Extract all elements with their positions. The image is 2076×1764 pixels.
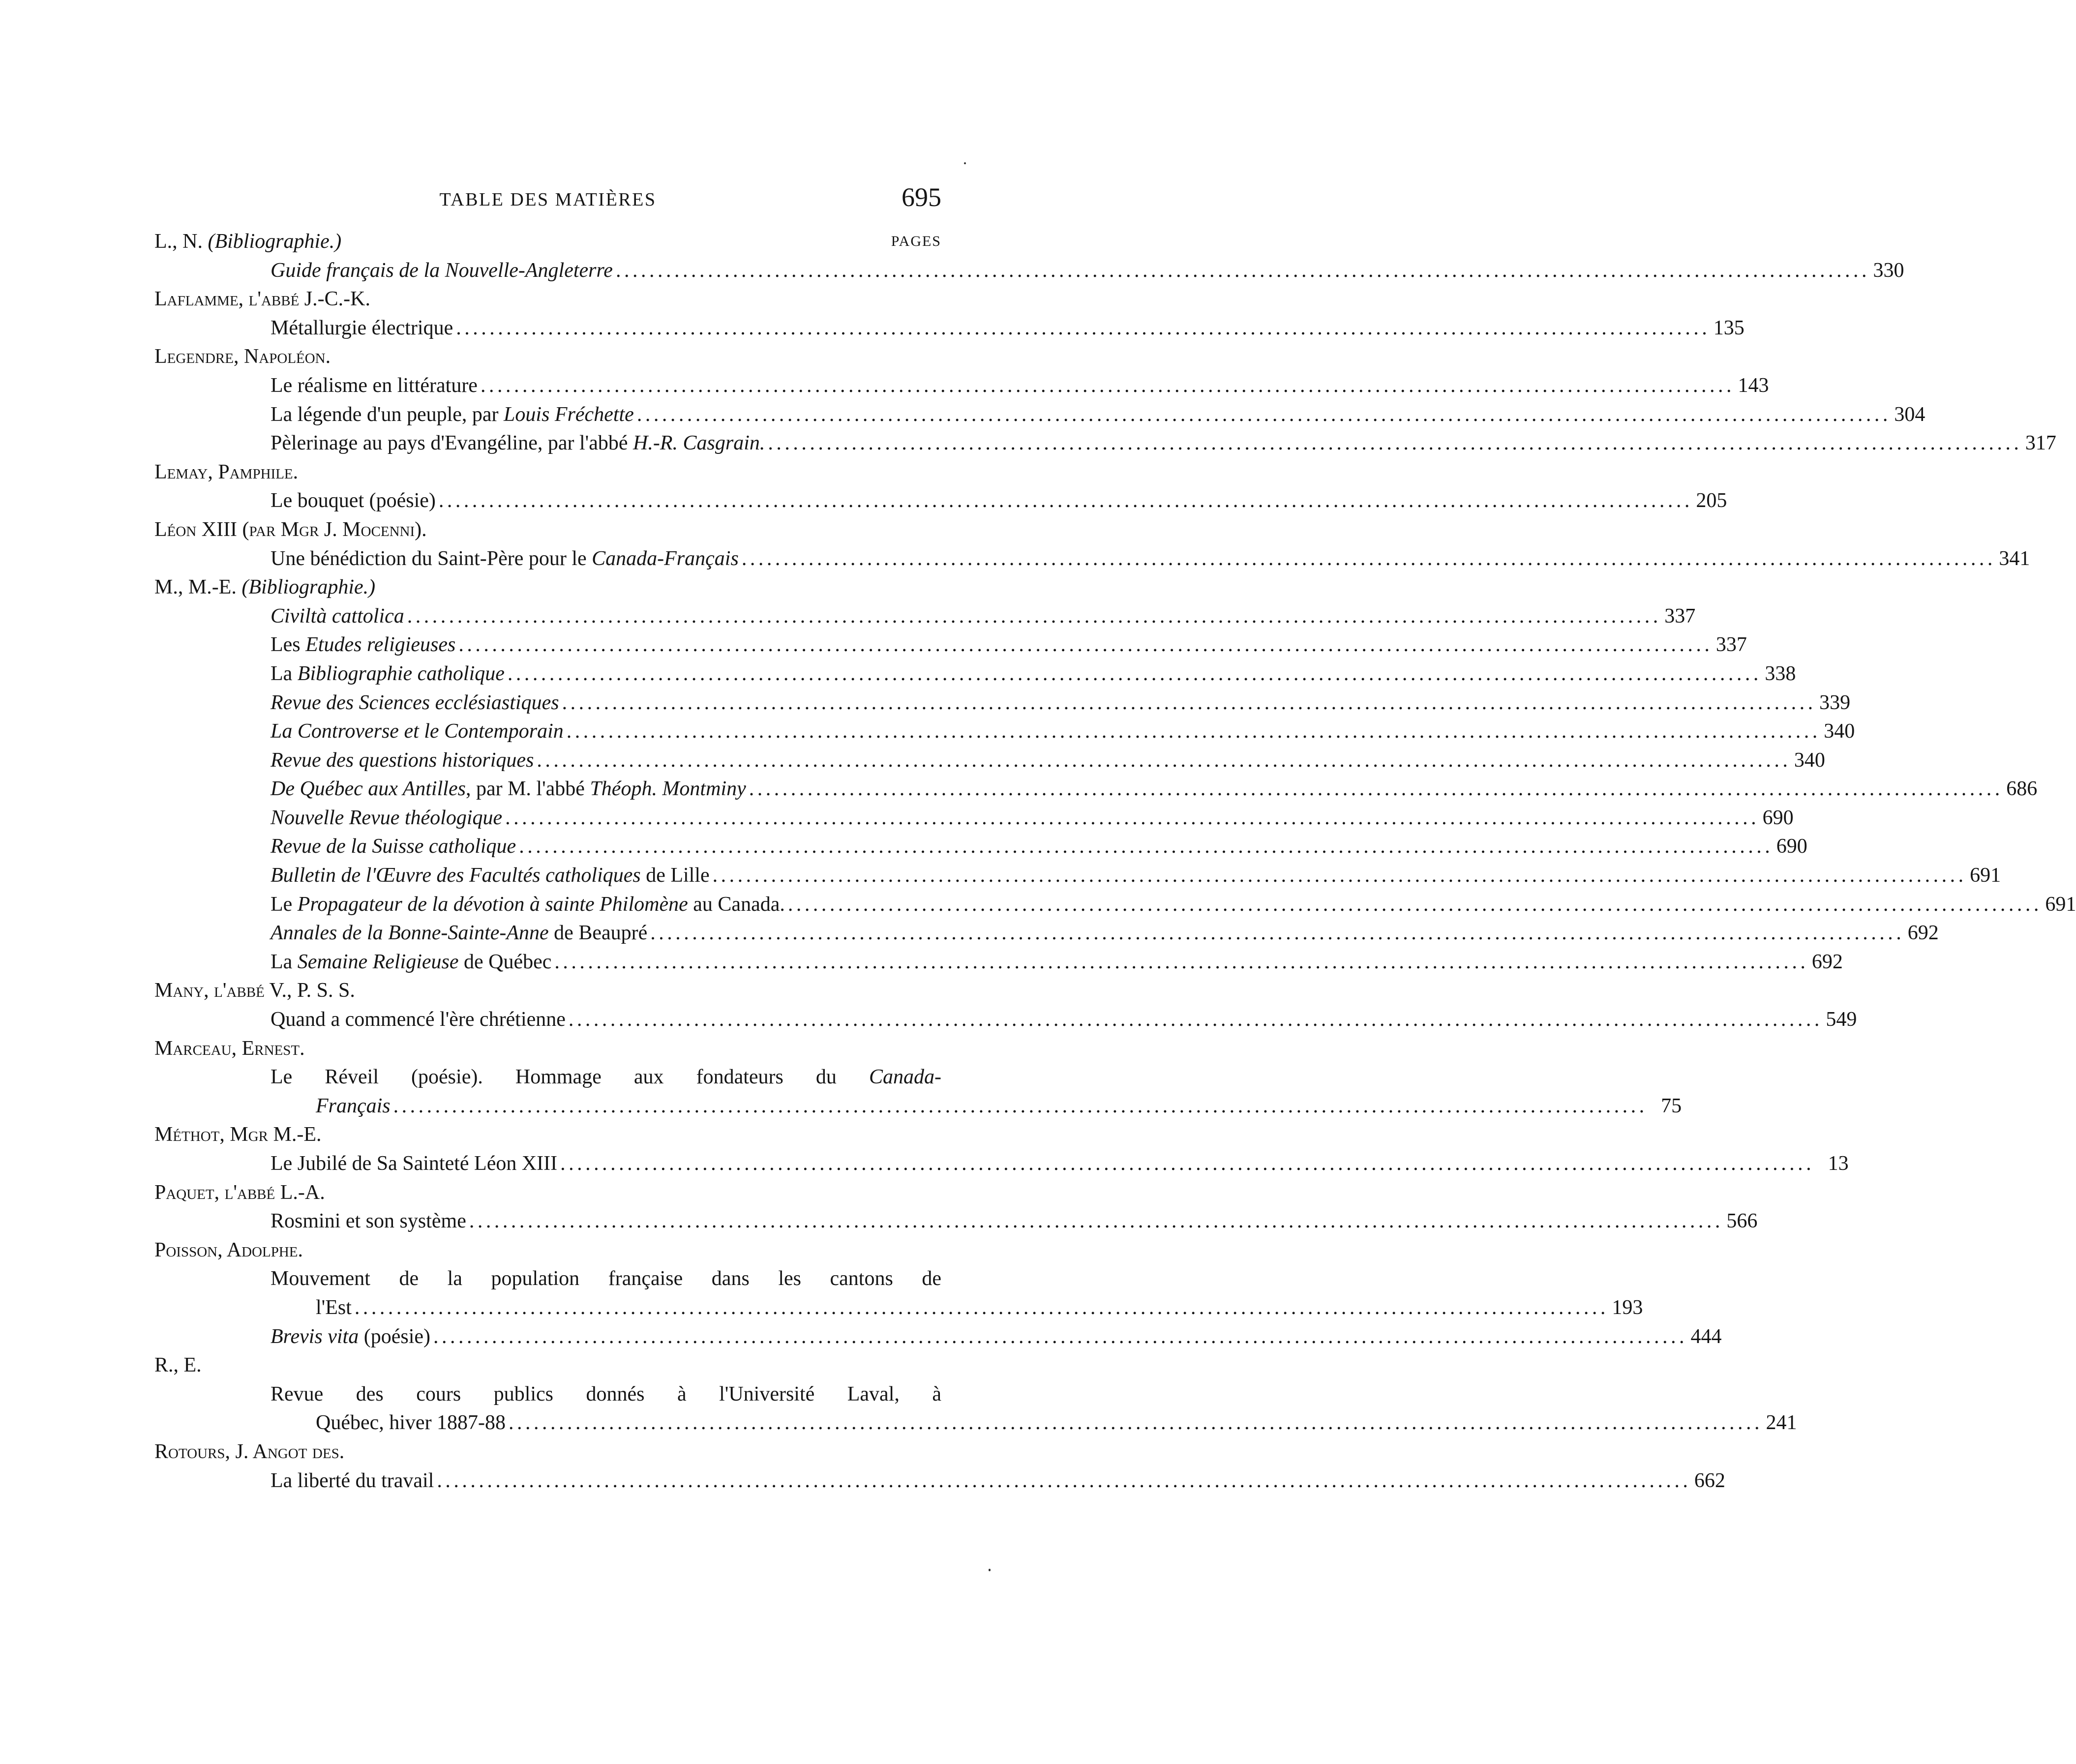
work-title	[271, 544, 739, 573]
author-heading	[154, 227, 941, 256]
work-title-text: Pèlerinage au pays d'Evangéline, par l'abbé	[271, 432, 633, 455]
page-ref: 75	[1661, 1094, 1682, 1117]
toc-row	[154, 400, 1926, 429]
author-heading	[154, 1034, 941, 1063]
dot-leader	[768, 429, 2018, 458]
dot-leader	[567, 717, 1817, 746]
page-ref: 690	[1762, 806, 1794, 829]
work-title-italic: Propagateur de la dévotion à sainte Philomène	[297, 893, 688, 916]
work-title-italic: Canada-Français	[592, 547, 739, 570]
toc-row	[154, 1149, 1849, 1178]
dot-leader	[508, 659, 1758, 688]
work-title	[271, 602, 404, 631]
work-title-text: Les	[271, 633, 306, 657]
page-ref: 691	[2045, 893, 2076, 916]
work-first-line	[154, 1264, 941, 1293]
toc-row	[154, 1322, 1722, 1351]
dot-leader	[537, 746, 1787, 775]
toc-row	[154, 371, 1769, 400]
dot-leader	[439, 486, 1689, 515]
author-name: Lemay, Pamphile.	[154, 460, 299, 483]
work-title	[271, 1207, 466, 1236]
toc-row	[154, 429, 2056, 458]
work-title-text: , par M. l'abbé	[465, 777, 590, 801]
running-title: TABLE DES MATIÈRES	[439, 189, 657, 210]
toc-row	[154, 544, 2030, 573]
work-title-italic: Bulletin de l'Œuvre des Facultés catholiques	[271, 864, 641, 887]
work-title	[271, 1322, 430, 1351]
work-title-text: La liberté du travail	[271, 1469, 434, 1492]
author-heading	[154, 1437, 941, 1466]
work-title-text: La	[271, 950, 298, 973]
page-number: 695	[902, 182, 941, 212]
dot-leader	[560, 1149, 1810, 1178]
dot-leader	[742, 544, 1992, 573]
work-title-text: Métallurgie électrique	[271, 316, 453, 339]
work-title	[271, 659, 505, 688]
author-heading	[154, 285, 941, 314]
work-title	[271, 1005, 566, 1034]
page-ref: 143	[1738, 374, 1769, 397]
dot-leader	[469, 1207, 1719, 1236]
dot-leader	[650, 919, 1900, 948]
page-ref: 341	[1999, 547, 2030, 570]
dot-leader	[519, 832, 1769, 861]
author-heading	[154, 1178, 941, 1207]
work-title	[271, 314, 453, 343]
author-name: Rotours, J. Angot des.	[154, 1440, 345, 1463]
author-name: Laflamme, l'abbé J.-C.-K.	[154, 288, 370, 311]
running-head	[154, 182, 941, 216]
page-ref: 686	[2006, 777, 2038, 801]
dot-leader	[433, 1322, 1684, 1351]
page-ref: 692	[1811, 950, 1843, 973]
work-title	[271, 630, 455, 659]
author-name: Legendre, Napoléon.	[154, 345, 331, 368]
work-title	[271, 948, 551, 977]
work-title	[271, 400, 634, 429]
dot-leader	[788, 890, 2038, 919]
toc-row	[154, 486, 1727, 515]
toc-row	[154, 1466, 1725, 1495]
work-title-text: de Beaupré	[548, 922, 648, 945]
page-ref: 241	[1766, 1411, 1797, 1435]
toc-row	[154, 1092, 1682, 1121]
toc-row	[154, 1293, 1643, 1322]
work-title-italic: Théoph. Montminy	[590, 777, 746, 801]
page-ref: 566	[1726, 1210, 1758, 1233]
author-name: Paquet, l'abbé L.-A.	[154, 1181, 325, 1204]
page-ref: 691	[1970, 864, 2001, 887]
page-ref: 340	[1794, 748, 1825, 772]
work-title-text: au Canada.	[688, 893, 785, 916]
page-ref: 444	[1690, 1325, 1722, 1348]
work-first-line	[154, 1380, 941, 1409]
work-title-text: La légende d'un peuple, par	[271, 403, 504, 426]
page-ref: 304	[1894, 403, 1926, 426]
page-ref: 317	[2025, 432, 2056, 455]
dot-leader	[481, 371, 1731, 400]
work-title-text: Le réalisme en littérature	[271, 374, 478, 397]
toc-row	[154, 256, 1904, 285]
work-title-text: La	[271, 662, 298, 685]
author-heading	[154, 1236, 941, 1265]
work-title	[271, 775, 746, 804]
toc-row	[154, 1207, 1758, 1236]
work-title	[271, 486, 436, 515]
work-title-italic: Etudes religieuses	[305, 633, 456, 657]
work-title-text: (poésie)	[359, 1325, 430, 1348]
page-ref: 135	[1713, 316, 1745, 339]
page-ref: 340	[1824, 720, 1855, 743]
author-name: Poisson, Adolphe.	[154, 1238, 303, 1261]
work-title	[271, 1466, 434, 1495]
toc-page	[154, 182, 2076, 1495]
page-ref: 205	[1696, 489, 1727, 512]
work-title-italic: Guide français de la Nouvelle-Angleterre	[271, 259, 613, 282]
dot-leader	[713, 861, 1963, 890]
work-title-italic: H.-R. Casgrain.	[633, 432, 765, 455]
work-title	[271, 919, 647, 948]
author-name: Many, l'abbé V., P. S. S.	[154, 979, 355, 1002]
toc-row	[154, 314, 1745, 343]
scan-speck	[964, 162, 966, 164]
dot-leader	[458, 630, 1709, 659]
work-title-text: Le	[271, 893, 298, 916]
page-ref: 690	[1776, 835, 1807, 858]
work-title-text: l'Est	[316, 1296, 352, 1319]
page-ref: 338	[1765, 662, 1796, 685]
author-name: R., E.	[154, 1354, 202, 1377]
work-title-text: de Lille	[640, 864, 710, 887]
dot-leader	[393, 1092, 1644, 1121]
toc-row	[154, 717, 1855, 746]
toc-row	[154, 919, 1939, 948]
dot-leader	[749, 775, 1999, 804]
work-title-text: Une bénédiction du Saint-Père pour le	[271, 547, 592, 570]
work-title-text: Le Jubilé de Sa Sainteté Léon XIII	[271, 1152, 558, 1175]
author-name: M., M.-E.	[154, 576, 237, 599]
work-title-text: Le bouquet (poésie)	[271, 489, 436, 512]
work-title	[271, 832, 516, 861]
work-title-italic: Nouvelle Revue théologique	[271, 806, 503, 829]
toc-row	[154, 804, 1794, 833]
author-suffix: (Bibliographie.)	[241, 576, 376, 599]
toc-row	[154, 602, 1696, 631]
work-title-text: Québec, hiver 1887-88	[316, 1411, 506, 1435]
work-first-line	[154, 1063, 941, 1092]
work-title-text: Revue des cours publics donnés à l'Université Laval, à	[271, 1382, 941, 1405]
toc-row	[154, 688, 1851, 718]
author-heading	[154, 976, 941, 1005]
work-title-italic: Brevis vita	[271, 1325, 359, 1348]
author-suffix: (Bibliographie.)	[208, 230, 342, 253]
page-ref: 13	[1828, 1152, 1849, 1175]
page-ref: 330	[1873, 259, 1904, 282]
work-title	[316, 1293, 352, 1322]
toc-row	[154, 659, 1796, 688]
work-title-italic: Louis Fréchette	[504, 403, 634, 426]
work-title-italic: Canada-	[869, 1066, 941, 1089]
toc-entries	[154, 227, 2076, 1495]
author-name: L., N.	[154, 230, 203, 253]
toc-row	[154, 861, 2001, 890]
toc-row	[154, 1408, 1797, 1437]
toc-row	[154, 630, 1747, 659]
work-title-italic: De Québec aux Antilles	[271, 777, 466, 801]
page-ref: 339	[1819, 691, 1851, 714]
work-title	[316, 1092, 391, 1121]
author-heading	[154, 342, 941, 371]
work-title-text: Le Réveil (poésie). Hommage aux fondateurs du	[271, 1066, 869, 1089]
work-title-text: Mouvement de la population française dans les cantons de	[271, 1267, 941, 1290]
dot-leader	[637, 400, 1887, 429]
work-title	[271, 804, 502, 833]
dot-leader	[407, 602, 1657, 631]
toc-row	[154, 832, 1807, 861]
author-heading	[154, 1351, 941, 1380]
page-ref: 662	[1694, 1469, 1725, 1492]
author-name: Marceau, Ernest.	[154, 1037, 305, 1060]
work-title	[316, 1408, 506, 1437]
work-title	[271, 717, 564, 746]
toc-row	[154, 948, 1843, 977]
work-title-italic: Semaine Religieuse	[297, 950, 459, 973]
author-name: Méthot, Mgr M.-E.	[154, 1123, 322, 1146]
toc-row	[154, 775, 2038, 804]
dot-leader	[437, 1466, 1687, 1495]
work-title-italic: Revue des Sciences ecclésiastiques	[271, 691, 559, 714]
work-title	[271, 1149, 557, 1178]
dot-leader	[509, 1408, 1759, 1437]
page-ref: 337	[1664, 604, 1696, 628]
work-title-text: de Québec	[458, 950, 552, 973]
work-title	[271, 256, 613, 285]
dot-leader	[554, 948, 1805, 977]
work-title-text: Rosmini et son système	[271, 1210, 466, 1233]
dot-leader	[616, 256, 1866, 285]
author-heading	[154, 1120, 941, 1149]
work-title-italic: Annales de la Bonne-Sainte-Anne	[271, 922, 549, 945]
dot-leader	[456, 314, 1706, 343]
author-heading	[154, 515, 941, 544]
work-title	[271, 429, 765, 458]
author-name: Léon XIII (par Mgr J. Mocenni).	[154, 518, 427, 541]
page-ref: 337	[1715, 633, 1747, 657]
scan-speck	[989, 1569, 991, 1571]
dot-leader	[569, 1005, 1819, 1034]
author-heading	[154, 458, 941, 487]
work-title	[271, 688, 559, 718]
author-heading	[154, 573, 941, 602]
work-title	[271, 371, 478, 400]
work-title-text: Quand a commencé l'ère chrétienne	[271, 1008, 566, 1031]
work-title-italic: Revue des questions historiques	[271, 748, 534, 772]
work-title	[271, 890, 785, 919]
page-ref: 193	[1612, 1296, 1643, 1319]
toc-row	[154, 1005, 1857, 1034]
work-title-italic: Français	[316, 1094, 391, 1117]
work-title-italic: Revue de la Suisse catholique	[271, 835, 516, 858]
work-title-italic: La Controverse et le Contemporain	[271, 720, 564, 743]
work-title-italic: Civiltà cattolica	[271, 604, 404, 628]
dot-leader	[355, 1293, 1605, 1322]
work-title	[271, 746, 534, 775]
page-ref: 692	[1907, 922, 1939, 945]
dot-leader	[505, 804, 1755, 833]
page-ref: 549	[1826, 1008, 1857, 1031]
toc-row	[154, 746, 1825, 775]
work-title	[271, 861, 710, 890]
toc-row	[154, 890, 2076, 919]
dot-leader	[562, 688, 1812, 718]
work-title-italic: Bibliographie catholique	[297, 662, 505, 685]
pages-column-label: PAGES	[891, 233, 941, 249]
